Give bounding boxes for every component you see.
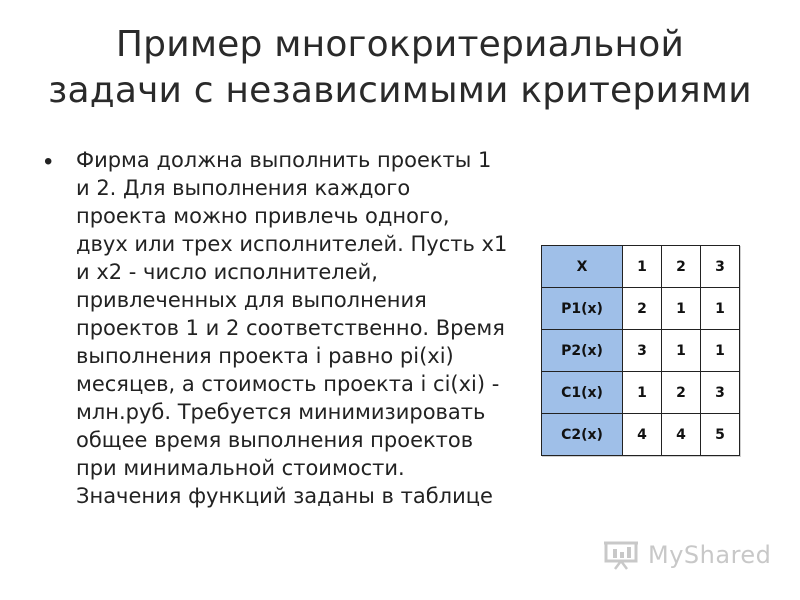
table-row [542, 246, 740, 288]
table-cell: 2 [662, 246, 701, 288]
presentation-board-icon [604, 540, 640, 570]
bullet-line: млн.руб. Требуется минимизировать [76, 400, 486, 424]
table-cell: 1 [623, 246, 662, 288]
table-cell: 4 [662, 414, 701, 456]
bullet-line: двух или трех исполнителей. Пусть x1 [76, 232, 508, 256]
function-values-table [541, 245, 740, 456]
table-cell: 1 [662, 330, 701, 372]
table-header-cell: C2(x) [542, 414, 623, 456]
watermark-text: MyShared [648, 541, 772, 569]
table-cell: 1 [662, 288, 701, 330]
table-header-cell: P1(x) [542, 288, 623, 330]
table-cell: 3 [701, 372, 740, 414]
bullet-line: и 2. Для выполнения каждого [76, 176, 411, 200]
bullet-line: при минимальной стоимости. [76, 456, 405, 480]
table-row [542, 330, 740, 372]
bullet-line: привлеченных для выполнения [76, 288, 427, 312]
bullet-line: месяцев, а стоимость проекта i ci(xi) - [76, 372, 500, 396]
bullet-line: проекта можно привлечь одного, [76, 204, 450, 228]
table-cell: 5 [701, 414, 740, 456]
bullet-dot-icon: • [44, 148, 53, 175]
slide-title [40, 22, 760, 114]
table-cell: 2 [623, 288, 662, 330]
myshared-watermark [604, 534, 772, 576]
table-cell: 4 [623, 414, 662, 456]
table-header-cell: P2(x) [542, 330, 623, 372]
table-cell: 1 [701, 330, 740, 372]
bullet-line: Фирма должна выполнить проекты 1 [76, 148, 492, 172]
table-header-cell: C1(x) [542, 372, 623, 414]
table-row [542, 414, 740, 456]
table-row [542, 372, 740, 414]
slide-title-line-2: задачи с независимыми критериями [48, 70, 752, 111]
table-header-cell: X [542, 246, 623, 288]
slide-title-line-1: Пример многокритериальной [115, 24, 685, 65]
bullet-line: проектов 1 и 2 соответственно. Время [76, 316, 505, 340]
table-cell: 1 [623, 372, 662, 414]
bullet-text [76, 146, 596, 510]
bullet-line: Значения функций заданы в таблице [76, 484, 493, 508]
bullet-line: общее время выполнения проектов [76, 428, 474, 452]
table-row [542, 288, 740, 330]
table-cell: 1 [701, 288, 740, 330]
bullet-line: выполнения проекта i равно pi(xi) [76, 344, 454, 368]
bullet-line: и x2 - число исполнителей, [76, 260, 378, 284]
table-cell: 2 [662, 372, 701, 414]
table-cell: 3 [623, 330, 662, 372]
table-cell: 3 [701, 246, 740, 288]
